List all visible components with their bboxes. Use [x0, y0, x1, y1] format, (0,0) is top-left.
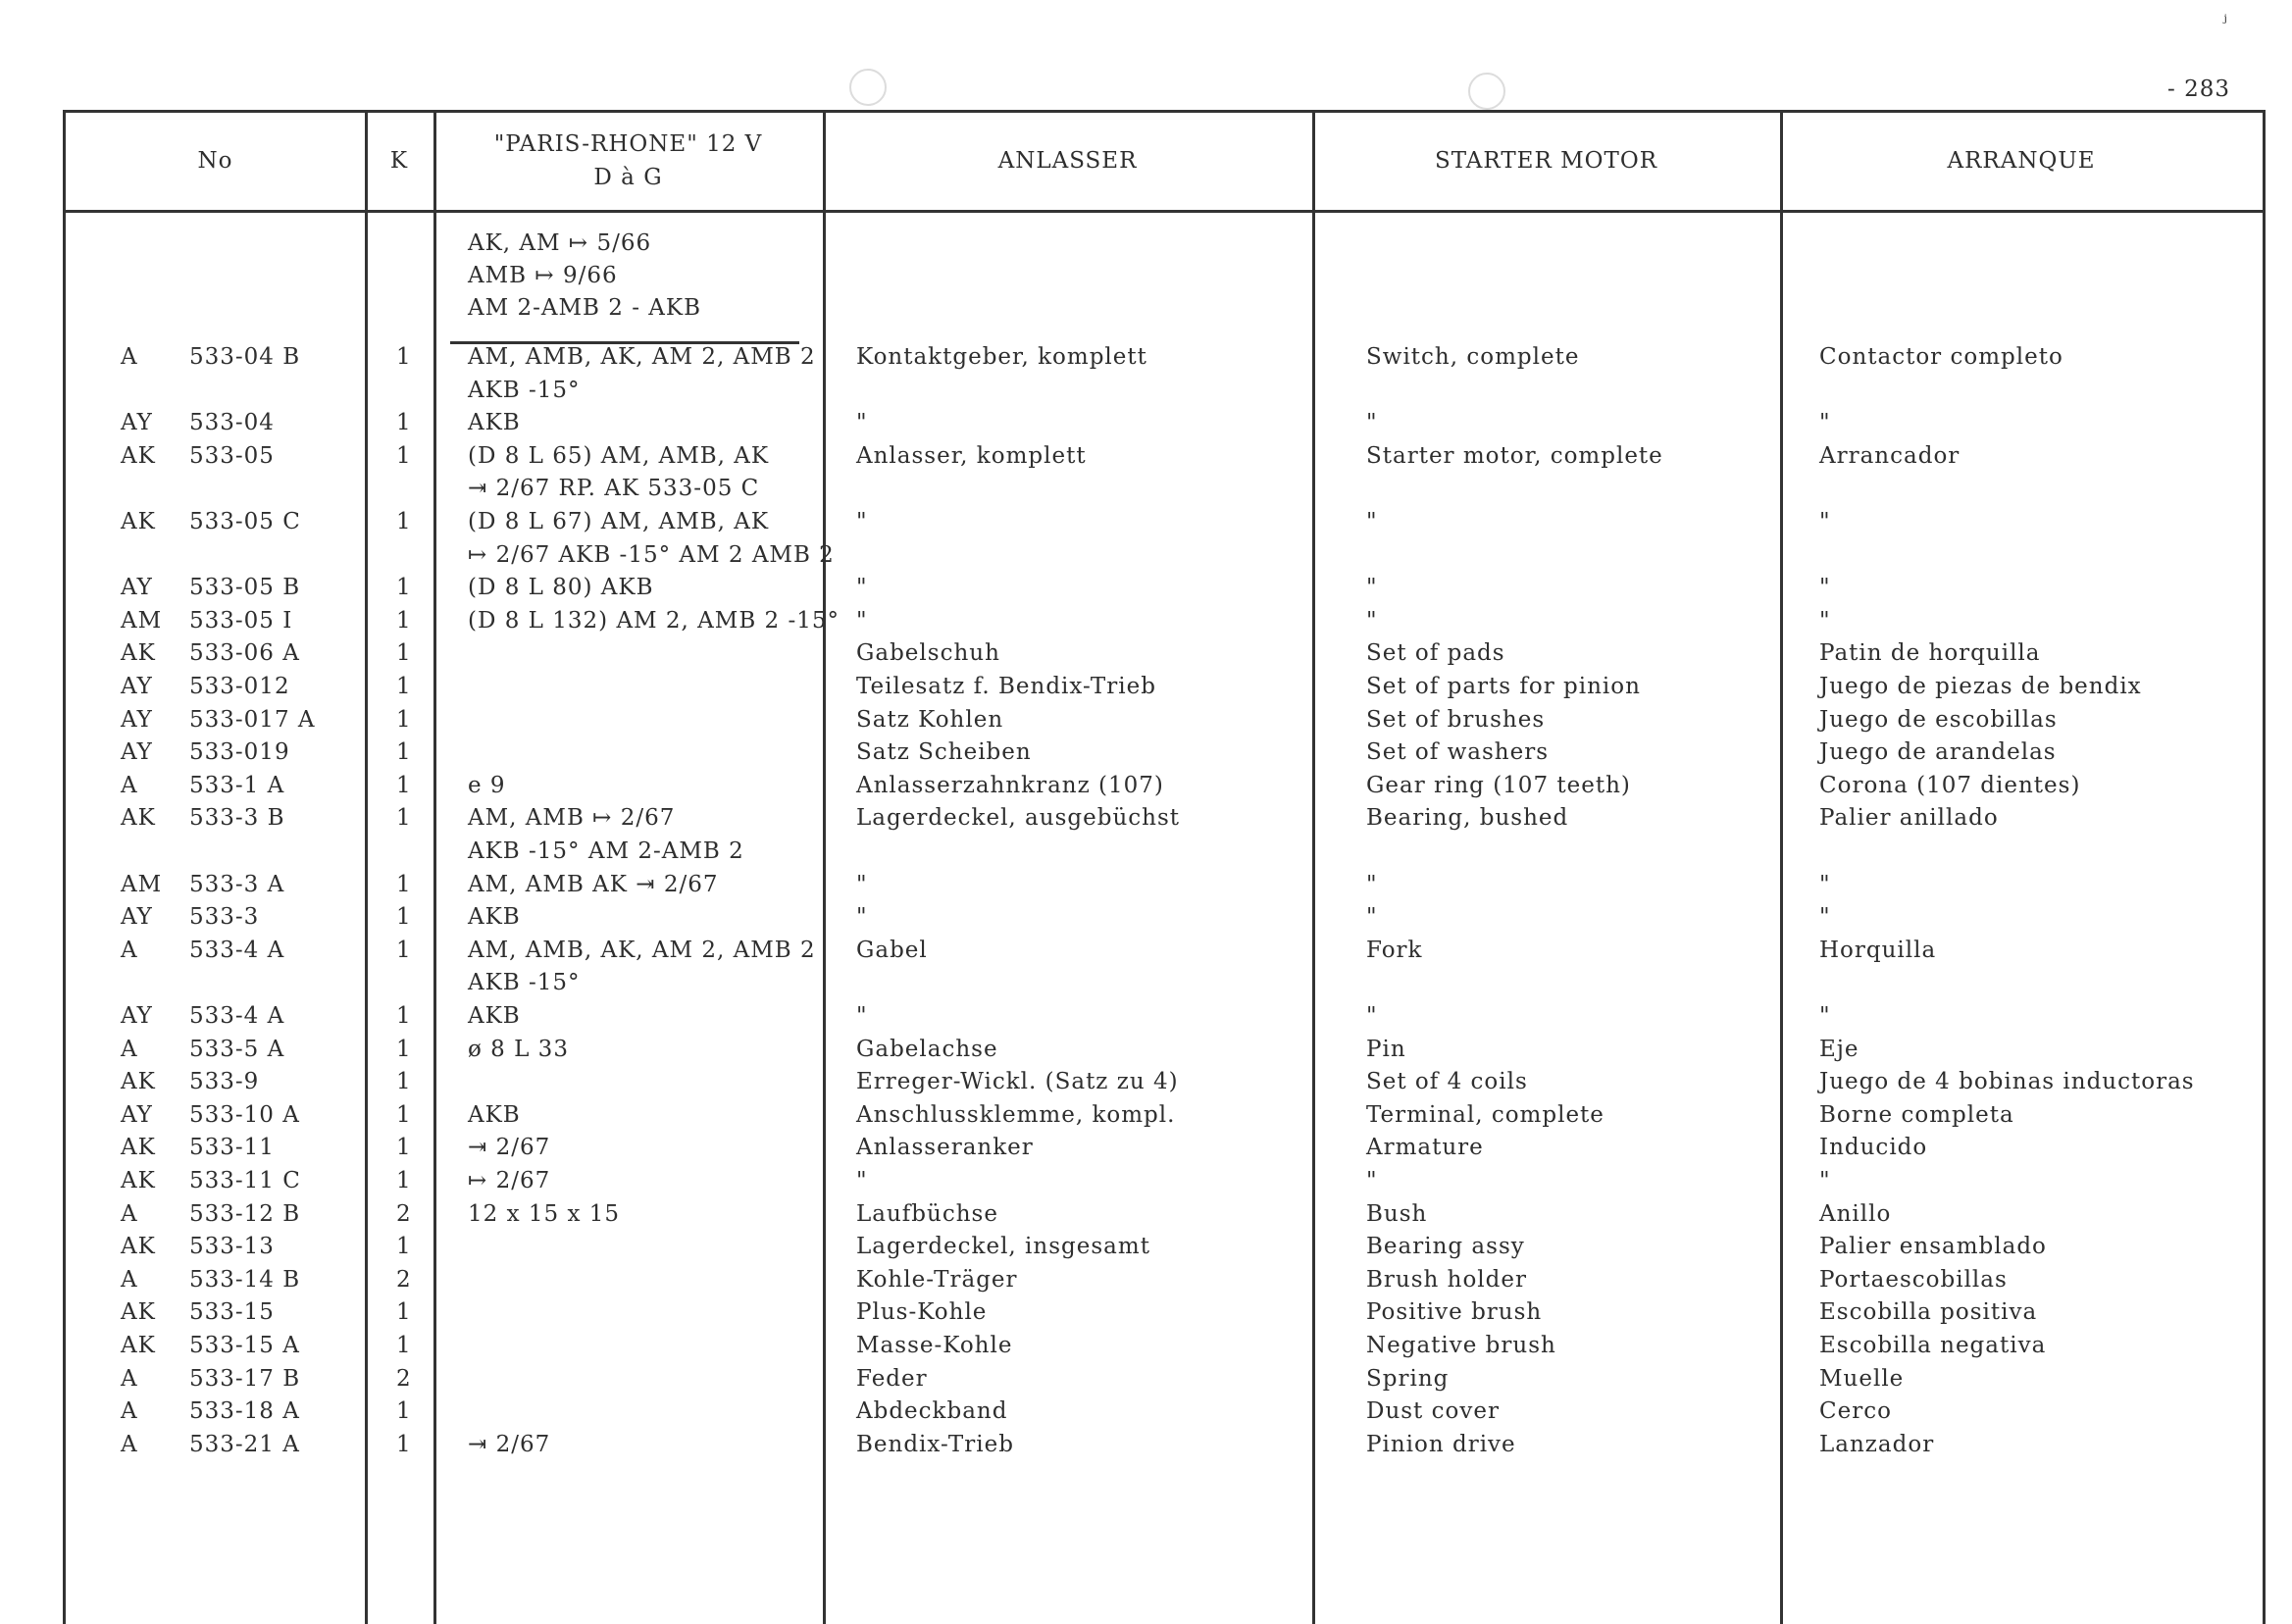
german-description: Feder	[856, 1365, 928, 1392]
row-prefix: AY	[121, 1101, 153, 1128]
english-description: "	[1366, 607, 1378, 634]
row-prefix: AM	[121, 871, 163, 897]
row-prefix: AK	[121, 1135, 156, 1161]
german-description: Masse-Kohle	[856, 1333, 1013, 1358]
part-number: 533-017 A	[189, 706, 316, 733]
german-description: Abdeckband	[856, 1398, 1008, 1425]
part-number: 533-019	[189, 739, 290, 766]
german-description: "	[856, 607, 868, 634]
german-description: Anschlussklemme, kompl.	[856, 1101, 1176, 1128]
part-number: 533-15	[189, 1299, 275, 1326]
english-description: Set of parts for pinion	[1366, 674, 1641, 699]
english-description: Bush	[1366, 1200, 1428, 1227]
english-description: Set of washers	[1366, 739, 1550, 766]
table-row	[66, 1168, 2263, 1201]
quantity: 1	[396, 937, 412, 963]
header-spanish-label: ARRANQUE	[1947, 147, 2096, 174]
table-row	[66, 838, 2263, 872]
applicability: AKB -15° AM 2-AMB 2	[468, 838, 744, 864]
header-german	[823, 113, 1312, 210]
row-prefix: AK	[121, 1333, 156, 1358]
spanish-description: Horquilla	[1819, 937, 1937, 963]
part-number: 533-012	[189, 674, 290, 699]
applicability: AM, AMB ↦ 2/67	[468, 805, 676, 832]
quantity: 1	[396, 772, 412, 798]
header-no-label: No	[197, 147, 233, 174]
table-row	[66, 1398, 2263, 1432]
quantity: 1	[396, 344, 412, 370]
table-row	[66, 344, 2263, 378]
part-number: 533-3 B	[189, 805, 285, 832]
header-applicability	[433, 113, 823, 210]
spanish-description: Muelle	[1819, 1365, 1905, 1392]
german-description: Lagerdeckel, insgesamt	[856, 1234, 1150, 1260]
applicability: ⇥ 2/67	[468, 1135, 551, 1161]
spanish-description: Corona (107 dientes)	[1819, 772, 2081, 798]
quantity: 1	[396, 1069, 412, 1095]
english-description: Set of brushes	[1366, 706, 1546, 733]
german-description: Satz Kohlen	[856, 706, 1004, 733]
english-description: "	[1366, 1168, 1378, 1193]
spanish-description: "	[1819, 871, 1831, 897]
table-row	[66, 378, 2263, 411]
preamble-line	[66, 230, 2263, 264]
row-prefix: AK	[121, 805, 156, 832]
row-prefix: AK	[121, 1069, 156, 1095]
quantity: 1	[396, 509, 412, 534]
spanish-description: "	[1819, 509, 1831, 534]
german-description: Satz Scheiben	[856, 739, 1032, 766]
applicability: AKB -15°	[468, 377, 581, 403]
row-prefix: A	[121, 1431, 138, 1457]
table-row	[66, 542, 2263, 576]
quantity: 1	[396, 1333, 412, 1358]
german-description: Kontaktgeber, komplett	[856, 344, 1147, 370]
german-description: "	[856, 904, 868, 931]
table-row	[66, 1201, 2263, 1235]
applicability: AKB	[468, 410, 521, 436]
row-prefix: AK	[121, 442, 156, 469]
header-spanish	[1780, 113, 2263, 210]
spanish-description: Juego de piezas de bendix	[1819, 674, 2142, 699]
part-number: 533-3	[189, 904, 260, 931]
applicability: AKB	[468, 904, 521, 931]
row-prefix: AY	[121, 674, 153, 699]
row-prefix: A	[121, 1398, 138, 1425]
applicability: (D 8 L 65) AM, AMB, AK	[468, 442, 770, 469]
english-description: Gear ring (107 teeth)	[1366, 772, 1631, 798]
english-description: Starter motor, complete	[1366, 442, 1663, 469]
header-no	[66, 113, 365, 210]
row-prefix: A	[121, 1036, 138, 1062]
spanish-description: Anillo	[1819, 1200, 1892, 1227]
parts-table	[63, 110, 2266, 1624]
english-description: Bearing assy	[1366, 1234, 1525, 1260]
applicability: AM, AMB, AK, AM 2, AMB 2	[468, 937, 816, 963]
preamble-line	[66, 295, 2263, 329]
part-number: 533-13	[189, 1234, 275, 1260]
punch-hole-left	[849, 69, 887, 106]
german-description: Anlasseranker	[856, 1135, 1034, 1161]
row-prefix: AK	[121, 1299, 156, 1326]
table-row	[66, 805, 2263, 838]
spanish-description: Eje	[1819, 1036, 1859, 1062]
german-description: Teilesatz f. Bendix-Trieb	[856, 674, 1156, 699]
table-row	[66, 1102, 2263, 1136]
row-prefix: A	[121, 344, 138, 370]
quantity: 1	[396, 904, 412, 931]
header-k	[365, 113, 433, 210]
german-description: Anlasser, komplett	[856, 442, 1087, 469]
german-description: Plus-Kohle	[856, 1299, 988, 1326]
row-prefix: AK	[121, 1234, 156, 1260]
part-number: 533-05	[189, 442, 275, 469]
header-applicability-line2: D à G	[593, 164, 663, 190]
english-description: "	[1366, 575, 1378, 601]
english-description: Pinion drive	[1366, 1431, 1516, 1457]
applicability: AKB	[468, 1003, 521, 1029]
quantity: 1	[396, 1168, 412, 1193]
part-number: 533-04	[189, 410, 275, 436]
spanish-description: Arrancador	[1819, 442, 1961, 469]
header-applicability-line1: "PARIS-RHONE" 12 V	[493, 131, 763, 158]
table-row	[66, 970, 2263, 1003]
german-description: "	[856, 1168, 868, 1193]
row-prefix: AY	[121, 1003, 153, 1029]
applicability: AM, AMB, AK, AM 2, AMB 2	[468, 344, 816, 370]
spanish-description: Cerco	[1819, 1398, 1892, 1425]
german-description: "	[856, 871, 868, 897]
applicability: AKB	[468, 1101, 521, 1128]
english-description: Pin	[1366, 1036, 1406, 1062]
table-row	[66, 443, 2263, 477]
english-description: Positive brush	[1366, 1299, 1543, 1326]
part-number: 533-04 B	[189, 344, 301, 370]
row-prefix: AK	[121, 509, 156, 534]
english-description: Switch, complete	[1366, 344, 1580, 370]
english-description: "	[1366, 410, 1378, 436]
quantity: 1	[396, 1135, 412, 1161]
english-description: Dust cover	[1366, 1398, 1500, 1425]
row-prefix: AY	[121, 739, 153, 766]
spanish-description: Borne completa	[1819, 1101, 2014, 1128]
applicability: (D 8 L 67) AM, AMB, AK	[468, 509, 770, 534]
english-description: "	[1366, 1003, 1378, 1029]
english-description: "	[1366, 904, 1378, 931]
spanish-description: "	[1819, 410, 1831, 436]
row-prefix: AM	[121, 607, 163, 634]
applicability: (D 8 L 80) AKB	[468, 575, 654, 601]
header-german-label: ANLASSER	[997, 147, 1138, 174]
quantity: 1	[396, 805, 412, 832]
row-prefix: AY	[121, 904, 153, 931]
applicability: AM, AMB AK ⇥ 2/67	[468, 871, 719, 897]
quantity: 1	[396, 706, 412, 733]
part-number: 533-14 B	[189, 1266, 301, 1293]
applicability: ø 8 L 33	[468, 1036, 569, 1062]
part-number: 533-5 A	[189, 1036, 285, 1062]
spanish-description: "	[1819, 904, 1831, 931]
table-row	[66, 1234, 2263, 1267]
applicability: ⇥ 2/67	[468, 1431, 551, 1457]
spanish-description: "	[1819, 1168, 1831, 1193]
row-prefix: AY	[121, 410, 153, 436]
part-number: 533-11	[189, 1135, 275, 1161]
part-number: 533-06 A	[189, 640, 300, 667]
german-description: "	[856, 509, 868, 534]
quantity: 1	[396, 1003, 412, 1029]
applicability: ↦ 2/67	[468, 1168, 551, 1193]
part-number: 533-21 A	[189, 1431, 300, 1457]
spanish-description: Lanzador	[1819, 1431, 1935, 1457]
table-row	[66, 1333, 2263, 1366]
table-row	[66, 1003, 2263, 1037]
quantity: 1	[396, 607, 412, 634]
quantity: 1	[396, 410, 412, 436]
table-row	[66, 1135, 2263, 1168]
spanish-description: "	[1819, 1003, 1831, 1029]
header-english	[1312, 113, 1780, 210]
applicability: 12 x 15 x 15	[468, 1200, 620, 1227]
german-description: "	[856, 410, 868, 436]
german-description: "	[856, 1003, 868, 1029]
preamble-text: AK, AM ↦ 5/66	[468, 230, 652, 256]
preamble-text: AM 2-AMB 2 - AKB	[468, 295, 701, 321]
quantity: 1	[396, 442, 412, 469]
quantity: 1	[396, 1101, 412, 1128]
spanish-description: Juego de arandelas	[1819, 739, 2057, 766]
table-row	[66, 707, 2263, 740]
quantity: 1	[396, 1431, 412, 1457]
applicability: (D 8 L 132) AM 2, AMB 2 -15°	[468, 607, 840, 634]
part-number: 533-4 A	[189, 1003, 285, 1029]
quantity: 1	[396, 871, 412, 897]
quantity: 2	[396, 1266, 412, 1293]
german-description: Anlasserzahnkranz (107)	[856, 772, 1164, 798]
part-number: 533-11 C	[189, 1168, 301, 1193]
spanish-description: Palier anillado	[1819, 805, 1999, 832]
table-row	[66, 674, 2263, 707]
english-description: Terminal, complete	[1366, 1101, 1604, 1128]
spanish-description: Juego de 4 bobinas inductoras	[1819, 1069, 2195, 1095]
spanish-description: Portaescobillas	[1819, 1266, 2008, 1293]
row-prefix: A	[121, 937, 138, 963]
spanish-description: Escobilla positiva	[1819, 1299, 2038, 1326]
part-number: 533-17 B	[189, 1365, 301, 1392]
german-description: Gabelachse	[856, 1036, 998, 1062]
table-row	[66, 773, 2263, 806]
row-prefix: AY	[121, 575, 153, 601]
german-description: Gabel	[856, 937, 928, 963]
table-row	[66, 1037, 2263, 1070]
table-row	[66, 509, 2263, 542]
part-number: 533-15 A	[189, 1333, 300, 1358]
spanish-description: Inducido	[1819, 1135, 1928, 1161]
table-row	[66, 608, 2263, 641]
quantity: 1	[396, 1234, 412, 1260]
english-description: Brush holder	[1366, 1266, 1527, 1293]
german-description: Laufbüchse	[856, 1200, 998, 1227]
part-number: 533-12 B	[189, 1200, 301, 1227]
german-description: Kohle-Träger	[856, 1266, 1018, 1293]
spanish-description: Escobilla negativa	[1819, 1333, 2047, 1358]
spanish-description: Contactor completo	[1819, 344, 2063, 370]
quantity: 2	[396, 1365, 412, 1392]
quantity: 1	[396, 674, 412, 699]
row-prefix: A	[121, 1365, 138, 1392]
spanish-description: Patin de horquilla	[1819, 640, 2041, 667]
english-description: Negative brush	[1366, 1333, 1556, 1358]
german-description: Erreger-Wickl. (Satz zu 4)	[856, 1069, 1179, 1095]
english-description: Bearing, bushed	[1366, 805, 1569, 832]
page-number: - 283	[2167, 76, 2230, 102]
header-k-label: K	[389, 147, 409, 174]
english-description: Set of 4 coils	[1366, 1069, 1528, 1095]
table-row	[66, 904, 2263, 938]
applicability: e 9	[468, 772, 506, 798]
quantity: 2	[396, 1200, 412, 1227]
table-row	[66, 1069, 2263, 1102]
row-prefix: A	[121, 1200, 138, 1227]
part-number: 533-9	[189, 1069, 260, 1095]
corner-tick-mark: ʲ	[2222, 12, 2227, 32]
quantity: 1	[396, 1299, 412, 1326]
english-description: "	[1366, 871, 1378, 897]
header-english-label: STARTER MOTOR	[1434, 147, 1658, 174]
table-row	[66, 575, 2263, 608]
quantity: 1	[396, 575, 412, 601]
table-row	[66, 739, 2263, 773]
header-rule	[66, 210, 2263, 213]
spanish-description: Palier ensamblado	[1819, 1234, 2047, 1260]
applicability: AKB -15°	[468, 970, 581, 996]
table-row	[66, 640, 2263, 674]
part-number: 533-05 I	[189, 607, 293, 634]
part-number: 533-1 A	[189, 772, 285, 798]
english-description: Spring	[1366, 1365, 1450, 1392]
german-description: "	[856, 575, 868, 601]
preamble-line	[66, 263, 2263, 296]
row-prefix: A	[121, 772, 138, 798]
quantity: 1	[396, 640, 412, 667]
part-number: 533-05 B	[189, 575, 301, 601]
punch-hole-right	[1468, 73, 1505, 110]
table-row	[66, 1366, 2263, 1399]
english-description: "	[1366, 509, 1378, 534]
part-number: 533-18 A	[189, 1398, 300, 1425]
table-row	[66, 476, 2263, 509]
quantity: 1	[396, 1036, 412, 1062]
spanish-description: "	[1819, 607, 1831, 634]
spanish-description: "	[1819, 575, 1831, 601]
applicability: ↦ 2/67 AKB -15° AM 2 AMB 2	[468, 541, 835, 568]
row-prefix: A	[121, 1266, 138, 1293]
table-row	[66, 1432, 2263, 1465]
german-description: Bendix-Trieb	[856, 1431, 1014, 1457]
part-number: 533-3 A	[189, 871, 285, 897]
table-row	[66, 410, 2263, 443]
row-prefix: AK	[121, 1168, 156, 1193]
table-row	[66, 1267, 2263, 1300]
row-prefix: AK	[121, 640, 156, 667]
english-description: Fork	[1366, 937, 1423, 963]
quantity: 1	[396, 739, 412, 766]
preamble-text: AMB ↦ 9/66	[468, 263, 618, 288]
table-row	[66, 1299, 2263, 1333]
german-description: Gabelschuh	[856, 640, 1000, 667]
table-row	[66, 872, 2263, 905]
table-row	[66, 938, 2263, 971]
part-number: 533-10 A	[189, 1101, 300, 1128]
applicability: ⇥ 2/67 RP. AK 533-05 C	[468, 476, 760, 502]
english-description: Set of pads	[1366, 640, 1505, 667]
part-number: 533-05 C	[189, 509, 301, 534]
english-description: Armature	[1366, 1135, 1484, 1161]
part-number: 533-4 A	[189, 937, 285, 963]
quantity: 1	[396, 1398, 412, 1425]
german-description: Lagerdeckel, ausgebüchst	[856, 805, 1180, 832]
spanish-description: Juego de escobillas	[1819, 706, 2058, 733]
row-prefix: AY	[121, 706, 153, 733]
